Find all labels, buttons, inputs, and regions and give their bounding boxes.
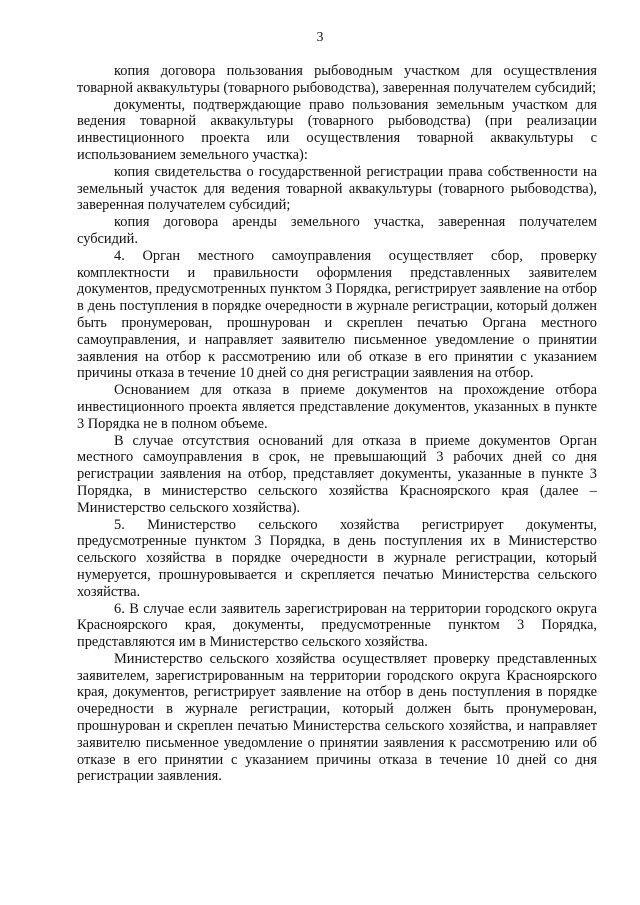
paragraph: Основанием для отказа в приеме документов на прохождение отбора инвестиционного проекта является представление документов, указанных в пункте 3 Порядка не в полном объеме. — [77, 382, 597, 432]
paragraph: 5. Министерство сельского хозяйства регистрирует документы, предусмотренные пунктом 3 Порядка, в день поступления их в Министерство сельского хозяйства в порядке очередности в журнале регистрации, который нумеруется, прошнуровывается и скрепляется печатью Министерства сельского хозяйства. — [77, 516, 597, 600]
paragraph: документы, подтверждающие право пользования земельным участком для ведения товарной аквакультуры (товарного рыбоводства) (при реализации инвестиционного проекта или осуществления товарной аквакультуры с использованием земельного участка): — [77, 96, 597, 163]
paragraph: Министерство сельского хозяйства осуществляет проверку представленных заявителем, зарегистрированным на территории городского округа Красноярского края, документов, регистрирует заявление на отбор в день поступления в порядке очередности в журнале регистрации, который должен быть пронумерован, прошнурован и скреплен печатью Министерства сельского хозяйства, и направляет заявителю письменное уведомление о принятии заявления к рассмотрению или об отказе в его принятии с указанием причины отказа в течение 10 дней со дня регистрации заявления. — [77, 650, 597, 785]
paragraph: копия договора аренды земельного участка, заверенная получателем субсидий. — [77, 214, 597, 247]
paragraph: В случае отсутствия оснований для отказа в приеме документов Орган местного самоуправления в срок, не превышающий 3 рабочих дней со дня регистрации заявления на отбор, представляет документы, указанные в пункте 3 Порядка, в министерство сельского хозяйства Красноярского края (далее – Министерство сельского хозяйства). — [77, 432, 597, 516]
paragraph: 6. В случае если заявитель зарегистрирован на территории городского округа Красноярского края, документы, предусмотренные пунктом 3 Порядка, представляются им в Министерство сельского хозяйства. — [77, 600, 597, 651]
document-body — [77, 63, 597, 785]
page-number: 3 — [316, 30, 324, 45]
paragraph: копия свидетельства о государственной регистрации права собственности на земельный участок для ведения товарной аквакультуры (товарного рыбоводства), заверенная получателем субсидий; — [77, 163, 597, 214]
paragraph: 4. Орган местного самоуправления осуществляет сбор, проверку комплектности и правильности оформления представленных заявителем документов, предусмотренных пунктом 3 Порядка, регистрирует заявление на отбор в день поступления в порядке очередности в журнале регистрации, который должен быть пронумерован, прошнурован и скреплен печатью Органа местного самоуправления, и направляет заявителю письменное уведомление о принятии заявления на отбор к рассмотрению или об отказе в его принятии с указанием причины отказа в течение 10 дней со дня регистрации заявления на отбор. — [77, 247, 597, 382]
paragraph: копия договора пользования рыбоводным участком для осуществления товарной аквакультуры (товарного рыбоводства), заверенная получателем субсидий; — [77, 63, 597, 96]
